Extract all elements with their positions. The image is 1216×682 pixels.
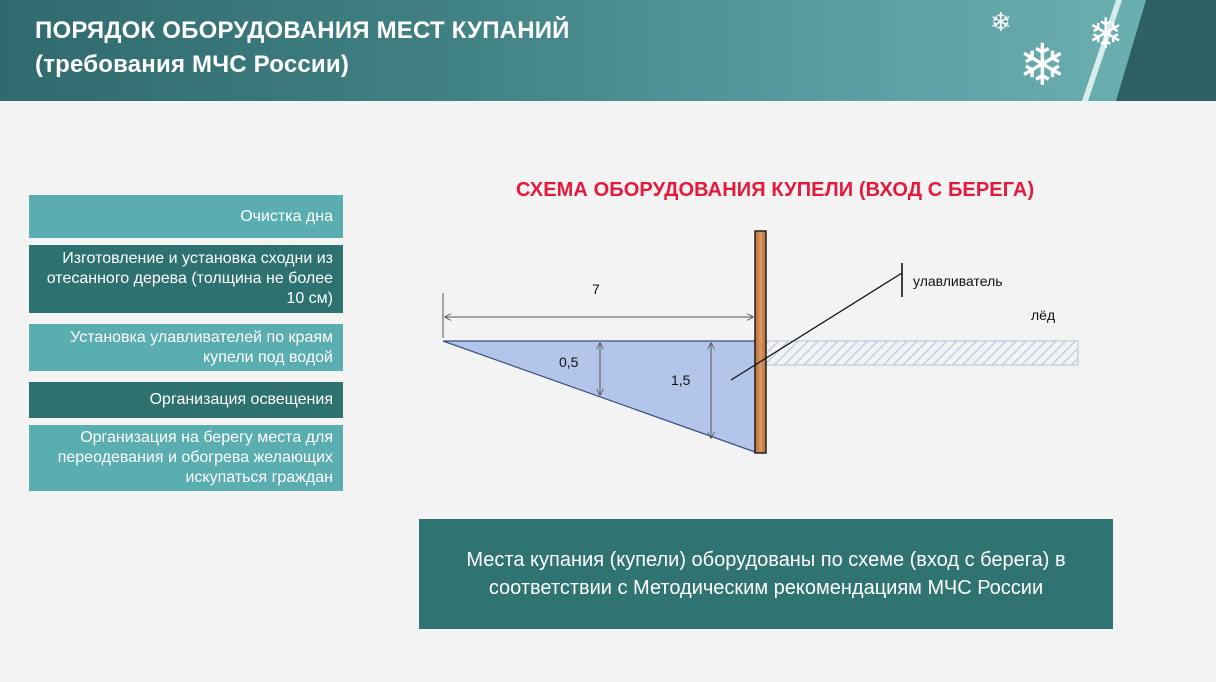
ice-label: лёд [1031, 307, 1056, 323]
water-profile [443, 341, 755, 452]
catcher-label: улавливатель [913, 273, 1003, 289]
snowflake-icon: ❄ [1018, 31, 1067, 99]
step-label: Установка улавливателей по краям купели под водой [70, 328, 333, 366]
ice-layer [766, 341, 1078, 365]
page-title-line1: ПОРЯДОК ОБОРУДОВАНИЯ МЕСТ КУПАНИЙ [35, 17, 570, 44]
footer-note [419, 519, 1113, 629]
step-label: Организация на берегу места для переодевания и обогрева желающих искупаться граждан [57, 429, 333, 486]
scheme-title: СХЕМА ОБОРУДОВАНИЯ КУПЕЛИ (ВХОД С БЕРЕГА) [516, 179, 1035, 201]
length-label: 7 [592, 281, 600, 297]
depth-deep-label: 1,5 [671, 372, 691, 388]
wooden-post [755, 231, 766, 453]
step-label: Изготовление и установка сходни из отесанного дерева (толщина не более 10 см) [46, 250, 333, 307]
page-title-line2: (требования МЧС России) [35, 51, 350, 78]
depth-shallow-label: 0,5 [559, 354, 579, 370]
footer-note-text: Места купания (купели) оборудованы по схеме (вход с берега) в соответствии с Методическим рекомендациям МЧС России [466, 549, 1066, 599]
step-label: Организация освещения [149, 391, 333, 408]
step-label: Очистка дна [240, 207, 333, 225]
snowflake-icon: ❄ [1088, 9, 1124, 58]
snowflake-icon: ❄ [990, 8, 1012, 38]
